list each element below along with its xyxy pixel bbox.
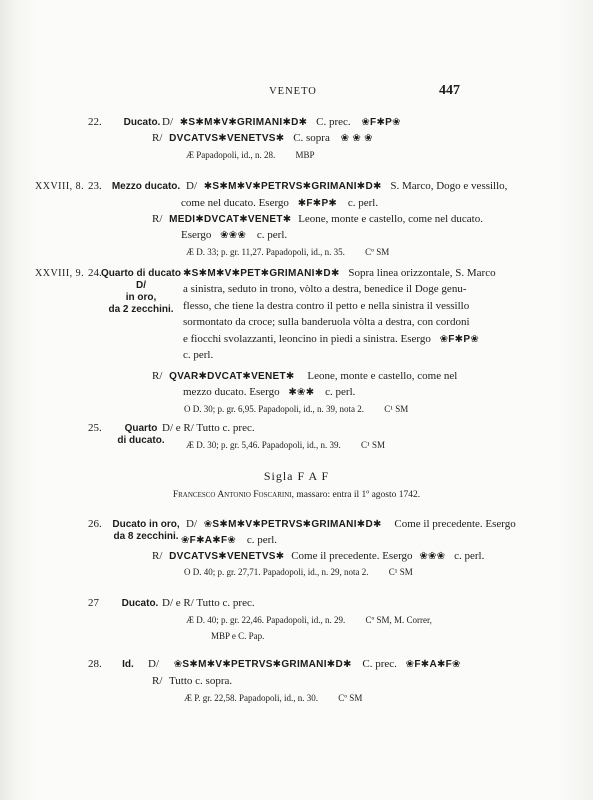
entry-number: 23. (88, 180, 102, 192)
reverse-description: Come il precedente. Esergo (291, 550, 413, 562)
obverse-line: D/ ✱S✱M✱V✱PETRVS✱GRIMANI✱D✱ S. Marco, Dogo e vessillo, (186, 180, 508, 192)
obverse-legend: ❀S✱M✱V✱PETRVS✱GRIMANI✱D✱ (173, 659, 352, 670)
obverse-text-line: sormontato da croce; sulla banderuola vòlta a destra, con cordoni (183, 316, 470, 328)
reverse-description: Leone, monte e castello, come nel ducato. (298, 213, 483, 225)
collection: Cº SM, M. Correr, (365, 615, 432, 625)
obverse-description: C. prec. (362, 658, 397, 670)
metal-reference: Æ D. 30; p. gr. 5,46. Papadopoli, id., n. 39. C¹ SM (186, 440, 385, 450)
coin-name: Ducato in oro, da 8 zecchini. (112, 519, 180, 542)
reverse-line: R/ Tutto c. sopra. (152, 675, 233, 687)
coin-name: Quarto di ducato. (117, 423, 165, 446)
entry-number: 27 (88, 597, 99, 609)
metal-reference: Æ Papadopoli, id., n. 28. MBP (186, 150, 315, 160)
obverse-line-2: ❀F✱A✱F❀ c. perl. (181, 534, 278, 546)
coin-name: Id. (122, 659, 134, 670)
coin-name: Quarto di ducato D/ in oro, da 2 zecchini. (101, 268, 181, 315)
reverse-line (152, 132, 373, 144)
exergue-mark: ❀❀❀ (220, 230, 247, 241)
section-subheading: Francesco Antonio Foscarini, massaro: entra il 1º agosto 1742. (172, 490, 421, 500)
entry-number: 26. (88, 518, 102, 530)
reverse-symbol: R/ (152, 132, 163, 144)
entry-number: 25. (88, 422, 102, 434)
obverse-text-line: a sinistra, seduto in trono, vòlto a destra, benedice il Doge genu- (183, 283, 467, 295)
exergue-mark: ❀F✱P❀ (361, 117, 401, 128)
collection-continued: MBP e C. Pap. (211, 631, 265, 641)
metal-reference: Æ P. gr. 22,58. Papadopoli, id., n. 30. Cº SM (184, 693, 363, 703)
entry-number: 28. (88, 658, 102, 670)
reverse-legend: DVCATVS✱VENETVS✱ (169, 551, 285, 562)
reverse-description: Tutto c. sopra. (168, 675, 233, 687)
plate-reference: XXVIII, 8. (35, 181, 85, 192)
running-head: VENETO (269, 86, 317, 97)
obverse-line (162, 116, 401, 128)
exergue-mark: ❀F✱A✱F❀ (405, 659, 461, 670)
obverse-line: ✱S✱M✱V✱PET✱GRIMANI✱D✱ Sopra linea orizzontale, S. Marco (183, 267, 496, 279)
collection: C¹ SM (384, 404, 409, 414)
metal-reference: O D. 30; p. gr. 6,95. Papadopoli, id., n. 39, nota 2. C¹ SM (184, 404, 409, 414)
obverse-legend: ✱S✱M✱V✱GRIMANI✱D✱ (179, 117, 308, 128)
collection: Cº SM (365, 247, 390, 257)
plate-reference: XXVIII, 9. (35, 268, 85, 279)
obverse-line: D/ ❀S✱M✱V✱PETRVS✱GRIMANI✱D✱ C. prec. ❀F✱A✱F❀ (148, 658, 461, 670)
reverse-legend: QVAR✱DVCAT✱VENET✱ (169, 371, 295, 382)
obverse-description: Come il precedente. Esergo (394, 518, 516, 530)
exergue-mark: ❀F✱P❀ (439, 334, 480, 345)
collection: MBP (295, 150, 315, 160)
exergue-mark: ✱F✱P✱ (297, 198, 338, 209)
entry-number: 24. (88, 267, 102, 279)
obverse-description: C. prec. (316, 116, 351, 128)
entry-number: 22. (88, 116, 102, 128)
obverse-description: S. Marco, Dogo e vessillo, (390, 180, 508, 192)
entry-description: D/ e R/ Tutto c. prec. (162, 422, 255, 434)
exergue-mark: ✱❀✱ (288, 387, 315, 398)
collection: Cº SM (338, 693, 363, 703)
section-heading: Sigla F A F (263, 469, 330, 483)
obverse-text-line: e fiocchi svolazzanti, leoncino in piedi a sinistra. Esergo ❀F✱P❀ (183, 333, 480, 345)
coin-name: Ducato. (123, 117, 161, 128)
reverse-description: Leone, monte e castello, come nel (307, 370, 458, 382)
reverse-line-2: mezzo ducato. Esergo ✱❀✱ c. perl. (183, 386, 356, 398)
reverse-description: C. sopra (293, 132, 330, 144)
coin-name: Ducato. (121, 598, 159, 609)
metal-reference: Æ D. 33; p. gr. 11,27. Papadopoli, id., n. 35. Cº SM (186, 247, 390, 257)
obverse-symbol: D/ (162, 116, 173, 128)
obverse-legend: ✱S✱M✱V✱PETRVS✱GRIMANI✱D✱ (203, 181, 382, 192)
obverse-text-line: flesso, che tiene la destra contro il petto e nella sinistra il vessillo (183, 300, 470, 312)
obverse-legend: ❀S✱M✱V✱PETRVS✱GRIMANI✱D✱ (203, 519, 382, 530)
reverse-mark: ❀ ❀ ❀ (340, 133, 373, 144)
reverse-line: R/ DVCATVS✱VENETVS✱ Come il precedente. Esergo ❀❀❀ c. perl. (152, 550, 485, 562)
collection: C¹ SM (361, 440, 385, 450)
reverse-line-2: Esergo ❀❀❀ c. perl. (181, 229, 288, 241)
coin-name: Mezzo ducato. (111, 181, 181, 192)
obverse-text-line: c. perl. (183, 349, 214, 361)
reverse-line: R/ MEDI✱DVCAT✱VENET✱ Leone, monte e castello, come nel ducato. (152, 213, 483, 225)
obverse-line: D/ ❀S✱M✱V✱PETRVS✱GRIMANI✱D✱ Come il precedente. Esergo (186, 518, 516, 530)
entry-description: D/ e R/ Tutto c. prec. (162, 597, 255, 609)
reverse-legend: DVCATVS✱VENETVS✱ (169, 133, 285, 144)
reverse-line: R/ QVAR✱DVCAT✱VENET✱ Leone, monte e castello, come nel (152, 370, 458, 382)
obverse-line-2: come nel ducato. Esergo ✱F✱P✱ c. perl. (181, 197, 379, 209)
exergue-mark: ❀❀❀ (419, 551, 446, 562)
exergue-mark: ❀F✱A✱F❀ (181, 535, 237, 546)
page-number: 447 (439, 83, 460, 98)
reverse-legend: MEDI✱DVCAT✱VENET✱ (169, 214, 292, 225)
obverse-legend: ✱S✱M✱V✱PET✱GRIMANI✱D✱ (183, 268, 340, 279)
collection: C¹ SM (388, 567, 413, 577)
metal-reference: O D. 40; p. gr. 27,71. Papadopoli, id., n. 29, nota 2. C¹ SM (184, 567, 413, 577)
metal-reference: Æ D. 40; p. gr. 22,46. Papadopoli, id., n. 29. Cº SM, M. Correr, (186, 615, 432, 625)
